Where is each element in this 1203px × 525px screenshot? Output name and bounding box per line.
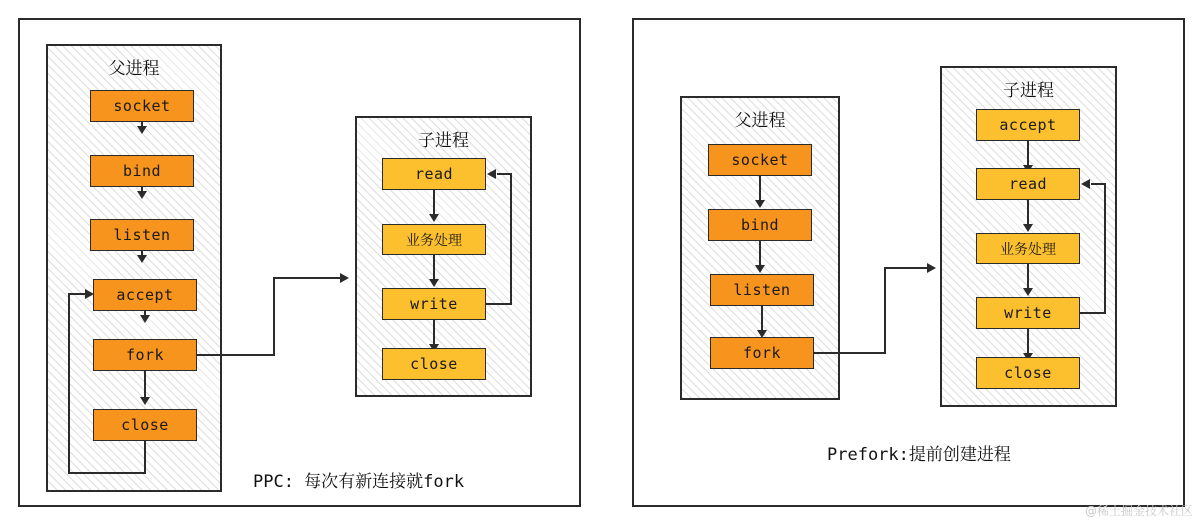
arrow-fork-close xyxy=(140,397,150,405)
line-socket-bind-right xyxy=(759,176,761,200)
arrow-accept-fork xyxy=(140,315,150,323)
node-socket-right: socket xyxy=(708,144,812,176)
line-read-biz-left xyxy=(433,190,435,214)
loop2-arrow-read xyxy=(487,169,496,179)
node-business-left: 业务处理 xyxy=(382,224,486,255)
loop-line-up xyxy=(68,293,70,474)
line-socket-bind xyxy=(141,122,143,130)
node-fork: fork xyxy=(93,339,197,371)
node-socket: socket xyxy=(90,90,194,122)
left-caption: PPC: 每次有新连接就fork xyxy=(253,472,465,492)
fork-to-child-right-arrow xyxy=(927,263,936,273)
line-biz-write-left xyxy=(433,255,435,279)
node-bind: bind xyxy=(90,155,194,187)
arrow-bind-listen xyxy=(137,191,147,199)
node-listen: listen xyxy=(90,219,194,251)
node-listen-right: listen xyxy=(710,274,814,306)
line-fork-close xyxy=(144,371,146,397)
loop3-line-to-read xyxy=(1091,183,1105,185)
loop2-line-up xyxy=(510,173,512,305)
fork-to-child-arrow xyxy=(340,273,349,283)
loop2-line-to-read xyxy=(497,173,511,175)
node-write-right: write xyxy=(976,297,1080,329)
line-listen-fork-right xyxy=(761,306,763,330)
fork-to-child-h1 xyxy=(197,354,275,356)
node-close-left: close xyxy=(382,348,486,380)
arrow-biz-write-left xyxy=(429,279,439,287)
arrow-read-biz-left xyxy=(429,214,439,222)
left-parent-process-title: 父进程 xyxy=(108,59,160,79)
right-parent-process-title: 父进程 xyxy=(734,111,786,131)
node-business-right: 业务处理 xyxy=(976,233,1080,264)
line-read-biz-right xyxy=(1027,200,1029,224)
line-biz-write-right xyxy=(1027,264,1029,288)
loop-arrow-accept xyxy=(85,289,94,299)
right-caption: Prefork:提前创建进程 xyxy=(827,445,1011,465)
loop3-line-from-write xyxy=(1080,312,1106,314)
left-child-process-title: 子进程 xyxy=(418,131,469,151)
fork-to-child-h2 xyxy=(273,277,342,279)
fork-to-child-right-h2 xyxy=(884,267,929,269)
line-accept-read-right xyxy=(1027,141,1029,165)
node-accept-right: accept xyxy=(976,109,1080,141)
line-bind-listen-right xyxy=(759,241,761,265)
watermark: @稀土掘金技术社区 xyxy=(1084,504,1193,518)
node-accept: accept xyxy=(93,279,197,311)
node-close-parent: close xyxy=(93,409,197,441)
node-read-left: read xyxy=(382,158,486,190)
arrow-biz-write-right xyxy=(1023,288,1033,296)
node-fork-right: fork xyxy=(710,337,814,369)
line-write-close-left xyxy=(433,320,435,344)
loop-line-bottom xyxy=(68,472,146,474)
loop3-arrow-read xyxy=(1081,179,1090,189)
node-read-right: read xyxy=(976,168,1080,200)
node-write-left: write xyxy=(382,288,486,320)
loop3-line-up xyxy=(1104,183,1106,314)
fork-to-child-v xyxy=(273,277,275,356)
loop-line-to-accept xyxy=(68,293,86,295)
loop-line-down xyxy=(144,441,146,474)
right-child-process-title: 子进程 xyxy=(1003,81,1054,101)
arrow-read-biz-right xyxy=(1023,224,1033,232)
node-bind-right: bind xyxy=(708,209,812,241)
arrow-socket-bind-right xyxy=(755,200,765,208)
line-write-close-right xyxy=(1027,329,1029,353)
fork-to-child-right-h1 xyxy=(814,352,886,354)
arrow-bind-listen-right xyxy=(755,265,765,273)
node-close-right: close xyxy=(976,357,1080,389)
loop2-line-from-write xyxy=(486,303,512,305)
arrow-listen-accept xyxy=(137,255,147,263)
fork-to-child-right-v xyxy=(884,267,886,354)
